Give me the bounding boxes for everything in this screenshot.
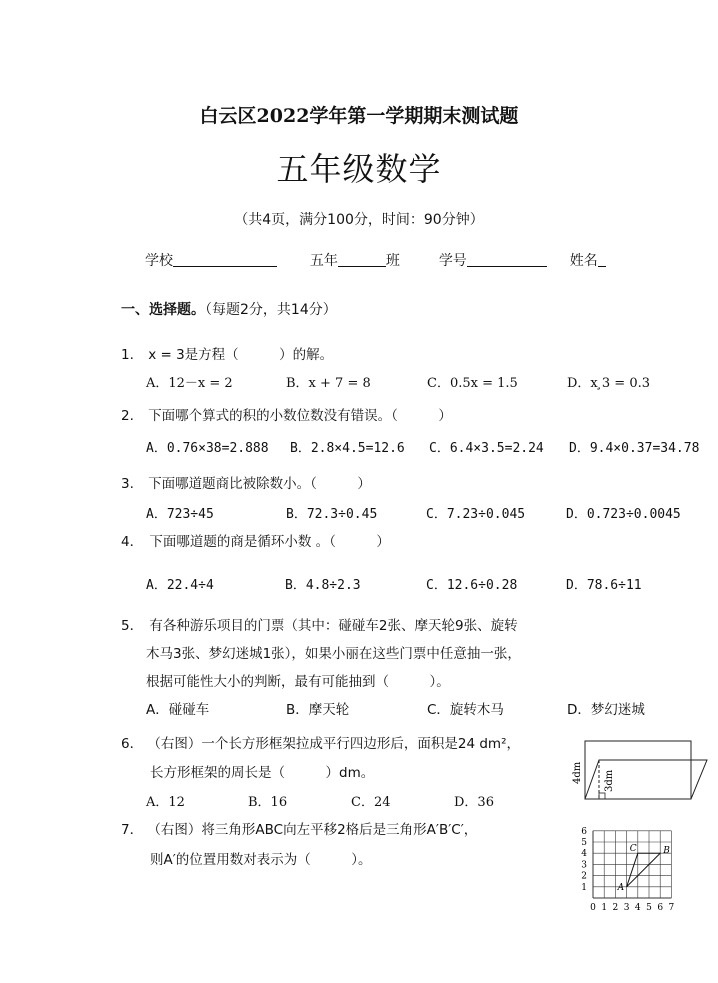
figure-label-4dm: 4dm: [572, 761, 583, 784]
exam-info: （共4页，满分100分，时间：90分钟）: [234, 212, 484, 228]
question-number: 2.: [121, 408, 134, 424]
option[interactable]: A．12－x = 2: [146, 376, 233, 391]
section-title: 一、选择题。: [121, 302, 205, 318]
option[interactable]: D．36: [454, 795, 494, 810]
x-tick-label: 2: [612, 903, 619, 913]
y-tick-label: 6: [581, 826, 587, 837]
question-text: 长方形框架的周长是（ ）dm。: [150, 765, 375, 781]
question-number: 6．: [121, 736, 144, 752]
triangle-abc: [627, 853, 661, 887]
option[interactable]: C．6.4×3.5=2.24: [429, 441, 544, 456]
y-tick-label: 4: [581, 849, 587, 860]
y-tick-label: 1: [581, 882, 587, 893]
option[interactable]: D．0.723÷0.0045: [566, 507, 681, 522]
number-blank[interactable]: [467, 252, 547, 267]
option[interactable]: C．0.5x = 1.5: [427, 376, 518, 391]
y-tick-label: 5: [581, 838, 587, 848]
subject-title: 五年级数学: [276, 150, 442, 188]
question-text: 根据可能性大小的判断，最有可能抽到（ ）。: [146, 674, 450, 690]
option[interactable]: A．22.4÷4: [146, 578, 214, 593]
question-1: [121, 343, 333, 363]
option[interactable]: B．2.8×4.5=12.6: [290, 441, 405, 456]
option[interactable]: B．摩天轮: [286, 702, 350, 718]
option[interactable]: B．72.3÷0.45: [286, 507, 378, 522]
question-6: [121, 732, 520, 752]
grade-label: 五年: [309, 253, 338, 269]
option[interactable]: C．24: [351, 795, 391, 810]
question-2: [121, 404, 452, 424]
option[interactable]: A．0.76×38=2.888: [146, 441, 269, 456]
x-tick-label: 0: [590, 903, 596, 913]
option[interactable]: C．7.23÷0.045: [426, 507, 526, 522]
option[interactable]: A．碰碰车: [146, 702, 210, 718]
question-number: 1.: [121, 347, 134, 363]
point-label-a: A: [617, 882, 625, 893]
section-heading: [121, 299, 337, 319]
x-tick-label: 6: [657, 903, 664, 913]
x-tick-label: 7: [668, 903, 675, 913]
point-label-c: C: [629, 844, 637, 855]
question-text: 下面哪道题商比被除数小。（ ）: [148, 476, 371, 492]
rectangle-parallelogram-figure: [563, 738, 713, 804]
option[interactable]: D．78.6÷11: [566, 578, 642, 593]
x-tick-label: 1: [601, 903, 608, 913]
option[interactable]: B．x + 7 = 8: [286, 376, 371, 391]
option[interactable]: D．x ̧3 = 0.3: [567, 376, 650, 391]
option[interactable]: B．4.8÷2.3: [285, 578, 361, 593]
question-text: 有各种游乐项目的门票（其中：碰碰车2张、摩天轮9张、旋转: [149, 618, 518, 634]
option[interactable]: A．723÷45: [146, 507, 214, 522]
number-label: 学号: [438, 253, 467, 269]
question-number: 4．: [121, 534, 144, 550]
question-number: 7．: [121, 822, 144, 838]
question-text: 则A′的位置用数对表示为（ ）。: [150, 852, 372, 868]
option[interactable]: C．旋转木马: [427, 702, 504, 718]
question-text: 下面哪个算式的积的小数位数没有错误。（ ）: [148, 408, 452, 424]
name-blank[interactable]: [598, 252, 606, 267]
exam-title: 白云区2022学年第一学期期末测试题: [199, 105, 519, 127]
question-text: 下面哪道题的商是循环小数 。（ ）: [149, 534, 390, 550]
option[interactable]: D．9.4×0.37=34.78: [569, 441, 700, 456]
point-label-b: B: [663, 846, 670, 857]
question-3: [121, 472, 371, 492]
question-7: [121, 818, 477, 838]
y-tick-label: 3: [581, 860, 587, 871]
question-number: 3.: [121, 476, 134, 492]
question-text: x = 3是方程（ ）的解。: [148, 347, 334, 363]
x-tick-label: 5: [646, 903, 652, 913]
option[interactable]: A．12: [146, 795, 185, 810]
option[interactable]: C．12.6÷0.28: [426, 578, 518, 593]
question-text: （右图）将三角形ABC向左平移2格后是三角形A′B′C′，: [147, 822, 478, 838]
school-blank[interactable]: [173, 252, 277, 267]
question-4: [121, 530, 390, 550]
question-5: [121, 614, 518, 634]
question-number: 5．: [121, 618, 144, 634]
class-label: 班: [385, 253, 400, 269]
section-note: （每题2分，共14分）: [205, 302, 337, 318]
y-tick-label: 2: [581, 871, 587, 882]
school-label: 学校: [145, 253, 173, 269]
coordinate-grid-figure: [572, 826, 684, 918]
question-text: 木马3张、梦幻迷城1张），如果小丽在这些门票中任意抽一张，: [146, 646, 521, 662]
name-label: 姓名: [569, 253, 598, 269]
class-blank[interactable]: [338, 252, 386, 267]
rectangle-shape: [585, 741, 691, 799]
option[interactable]: D．梦幻迷城: [567, 702, 645, 718]
option[interactable]: B．16: [248, 795, 288, 810]
student-info-row: [145, 250, 606, 270]
question-text: （右图）一个长方形框架拉成平行四边形后，面积是24 dm²，: [147, 736, 520, 752]
figure-label-3dm: 3dm: [604, 769, 615, 792]
x-tick-label: 3: [623, 903, 630, 913]
right-angle-mark: [599, 793, 605, 799]
x-tick-label: 4: [634, 903, 641, 913]
